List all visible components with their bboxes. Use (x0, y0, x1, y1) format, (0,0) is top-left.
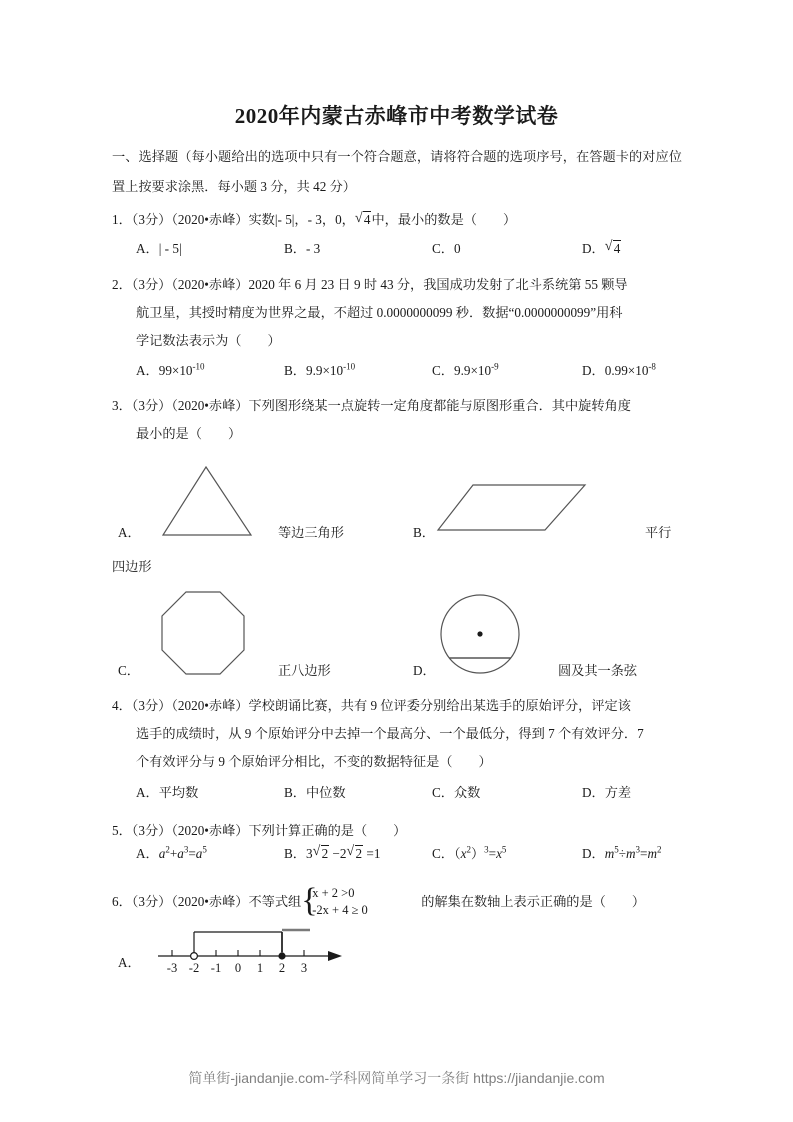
question-4-line3-wrap (136, 748, 686, 776)
option-4-d[interactable] (582, 782, 631, 801)
question-6-line1-close: ） (631, 894, 646, 909)
figure-regular-octagon (158, 589, 250, 677)
question-1-options (136, 238, 696, 257)
inequality-system: { x + 2 >0 -2x + 4 ≥ 0 (301, 890, 421, 916)
number-line-option-a[interactable] (150, 922, 350, 974)
question-3-prefix: 3．（3分）（2020•赤峰） (112, 398, 249, 413)
option-5-c[interactable] (432, 843, 582, 862)
question-4-prefix: 4．（3分）（2020•赤峰） (112, 698, 249, 713)
option-1-a-label: A． (136, 241, 159, 256)
question-2-stem (112, 271, 684, 299)
tick-label-3: 3 (300, 961, 308, 974)
option-4-c-text: 众数 (453, 785, 481, 800)
sqrt-icon: √ 2 (347, 845, 364, 862)
option-1-d[interactable] (582, 238, 621, 257)
option-2-c-label: C． (432, 363, 454, 378)
option-4-b-label: B． (284, 785, 306, 800)
question-3-line2-close: ） (227, 426, 242, 441)
option-5-c-formula: $(x^2)^3=x^5$ (453, 844, 507, 861)
figure-d-label: D． (413, 663, 436, 678)
option-4-b-text: 中位数 (305, 785, 346, 800)
question-2-line3: 学记数法表示为（ (136, 333, 242, 348)
question-2-prefix: 2．（3分）（2020•赤峰） (112, 277, 249, 292)
question-1-stem-part1: 实数| (248, 212, 278, 227)
option-6-a-label: A． (118, 955, 141, 970)
option-4-a[interactable] (136, 782, 284, 801)
figure-b-caption-wrap: 四边形 (112, 559, 152, 574)
question-2-line2: 航卫星，其授时精度为世界之最，不超过 0.0000000099 秒．数据“0.0000000099”用科 (136, 305, 623, 320)
inequality-line-2: -2x + 4 ≥ 0 (312, 902, 368, 917)
option-1-b-label: B． (284, 241, 306, 256)
question-5-stem (112, 817, 684, 845)
option-4-c[interactable] (432, 782, 582, 801)
option-1-a[interactable] (136, 238, 284, 257)
option-1-c[interactable] (432, 238, 582, 257)
option-4-d-label: D． (582, 785, 605, 800)
option-4-b[interactable] (284, 782, 432, 801)
question-3-line2-wrap (136, 420, 684, 448)
question-2-line3-wrap (136, 327, 684, 355)
question-3-stem (112, 392, 684, 420)
inequality-line-1: x + 2 >0 (312, 885, 355, 900)
question-2-options (136, 360, 696, 379)
question-6-prefix: 6．（3分）（2020•赤峰） (112, 894, 249, 909)
footer-watermark: 简单街-jiandanjie.com-学科网简单学习一条街 https://jiandanjie.com (188, 1070, 605, 1086)
option-2-a-mantissa: 99×10 (158, 363, 193, 378)
question-4-line3-close: ） (478, 754, 492, 769)
option-5-b-label: B． (284, 846, 306, 861)
option-1-a-text: | - 5| (158, 241, 182, 256)
sqrt-icon (355, 206, 372, 234)
tick-label--1: -1 (210, 961, 222, 974)
option-2-b-mantissa: 9.9×10 (305, 363, 344, 378)
option-4-a-label: A． (136, 785, 159, 800)
tick-label-2: 2 (278, 961, 286, 974)
option-2-d-label: D． (582, 363, 605, 378)
question-5-line1-close: ） (393, 823, 407, 838)
question-5-line1: 下列计算正确的是（ (248, 823, 368, 838)
option-1-d-label: D． (582, 241, 605, 256)
figure-d-caption: 圆及其一条弦 (558, 663, 638, 678)
question-2-line3-close: ） (267, 333, 281, 348)
option-2-b[interactable] (284, 360, 432, 379)
option-2-b-label: B． (284, 363, 306, 378)
figure-c-label: C． (118, 663, 140, 678)
tick-label-1: 1 (256, 961, 264, 974)
option-5-a-formula: $a^2+a^3=a^5$ (158, 844, 207, 861)
option-1-b[interactable] (284, 238, 432, 257)
option-4-d-text: 方差 (604, 785, 632, 800)
question-1-stem-part3: 中，最小的数是（ (371, 212, 477, 227)
option-5-b[interactable] (284, 843, 432, 862)
figure-b-label: B． (413, 525, 435, 540)
sqrt-icon (605, 240, 622, 257)
question-4-line2: 选手的成绩时，从 9 个原始评分中去掉一个最高分、一个最低分，得到 7 个有效评分．7 (136, 726, 644, 741)
question-6-stem (112, 881, 712, 919)
question-4-options (136, 782, 696, 801)
option-2-d[interactable] (582, 360, 656, 379)
question-4-line1: 学校朗诵比赛，共有 9 位评委分别给出某选手的原始评分，评定该 (248, 698, 631, 713)
option-1-b-text: - 3 (305, 241, 321, 256)
option-2-c[interactable] (432, 360, 582, 379)
sqrt-icon: √ 2 (313, 845, 330, 862)
question-5-options (136, 843, 696, 862)
option-1-d-radicand: 4 (613, 241, 621, 256)
option-5-a-label: A． (136, 846, 159, 861)
option-5-d-formula: $m^5\div m^3=m^2$ (604, 844, 662, 861)
option-5-d[interactable] (582, 843, 662, 862)
question-4-stem (112, 692, 684, 720)
question-1-stem-close: ） (502, 212, 517, 227)
question-1-radicand: 4 (363, 212, 371, 227)
question-1-prefix: 1．（3分）（2020•赤峰） (112, 212, 249, 227)
option-4-a-text: 平均数 (158, 785, 199, 800)
option-2-b-exponent: -10 (343, 361, 356, 372)
tick-label--2: -2 (188, 961, 200, 974)
option-1-c-text: 0 (453, 241, 461, 256)
option-2-c-mantissa: 9.9×10 (453, 363, 492, 378)
question-3-line2: 最小的是（ (136, 426, 202, 441)
figure-b-caption: 平行 (645, 525, 672, 540)
question-6-line1: 不等式组 (248, 894, 302, 909)
question-1-stem (112, 206, 684, 234)
figure-a-label: A． (118, 525, 141, 540)
question-5-prefix: 5．（3分）（2020•赤峰） (112, 823, 249, 838)
option-1-c-label: C． (432, 241, 454, 256)
option-2-a-label: A． (136, 363, 159, 378)
option-4-c-label: C． (432, 785, 454, 800)
option-5-b-formula: 3 √ 2 −2 √ 2 =1 (306, 846, 380, 861)
page-title: 2020年内蒙古赤峰市中考数学试卷 (234, 104, 559, 128)
option-5-c-label: C． (432, 846, 454, 861)
tick-label--3: -3 (166, 961, 178, 974)
option-2-a[interactable] (136, 360, 284, 379)
option-2-d-mantissa: 0.99×10 (604, 363, 649, 378)
question-1-stem-part2: - 5|，- 3，0， (277, 212, 355, 227)
figure-circle-with-chord (438, 592, 524, 678)
tick-label-0: 0 (234, 961, 242, 974)
question-4-line3: 个有效评分与 9 个原始评分相比，不变的数据特征是（ (136, 754, 453, 769)
figure-a-caption: 等边三角形 (278, 525, 344, 540)
option-2-c-exponent: -9 (491, 361, 499, 372)
option-2-a-exponent: -10 (192, 361, 205, 372)
question-2-line1: 2020 年 6 月 23 日 9 时 43 分，我国成功发射了北斗系统第 55 颗导 (248, 277, 628, 292)
option-5-d-label: D． (582, 846, 605, 861)
figure-equilateral-triangle (160, 464, 260, 540)
option-2-d-exponent: -8 (648, 361, 656, 372)
figure-parallelogram (435, 480, 590, 540)
section-heading: 一、选择题（每小题给出的选项中只有一个符合题意，请将符合题的选项序号，在答题卡的对应位置上按要求涂黑．每小题 3 分，共 42 分） (112, 149, 682, 194)
question-3-line1: 下列图形绕某一点旋转一定角度都能与原图形重合．其中旋转角度 (248, 398, 631, 413)
figure-c-caption: 正八边形 (278, 663, 331, 678)
question-6-line1-tail: 的解集在数轴上表示正确的是（ (421, 894, 606, 909)
option-5-a[interactable] (136, 843, 284, 862)
